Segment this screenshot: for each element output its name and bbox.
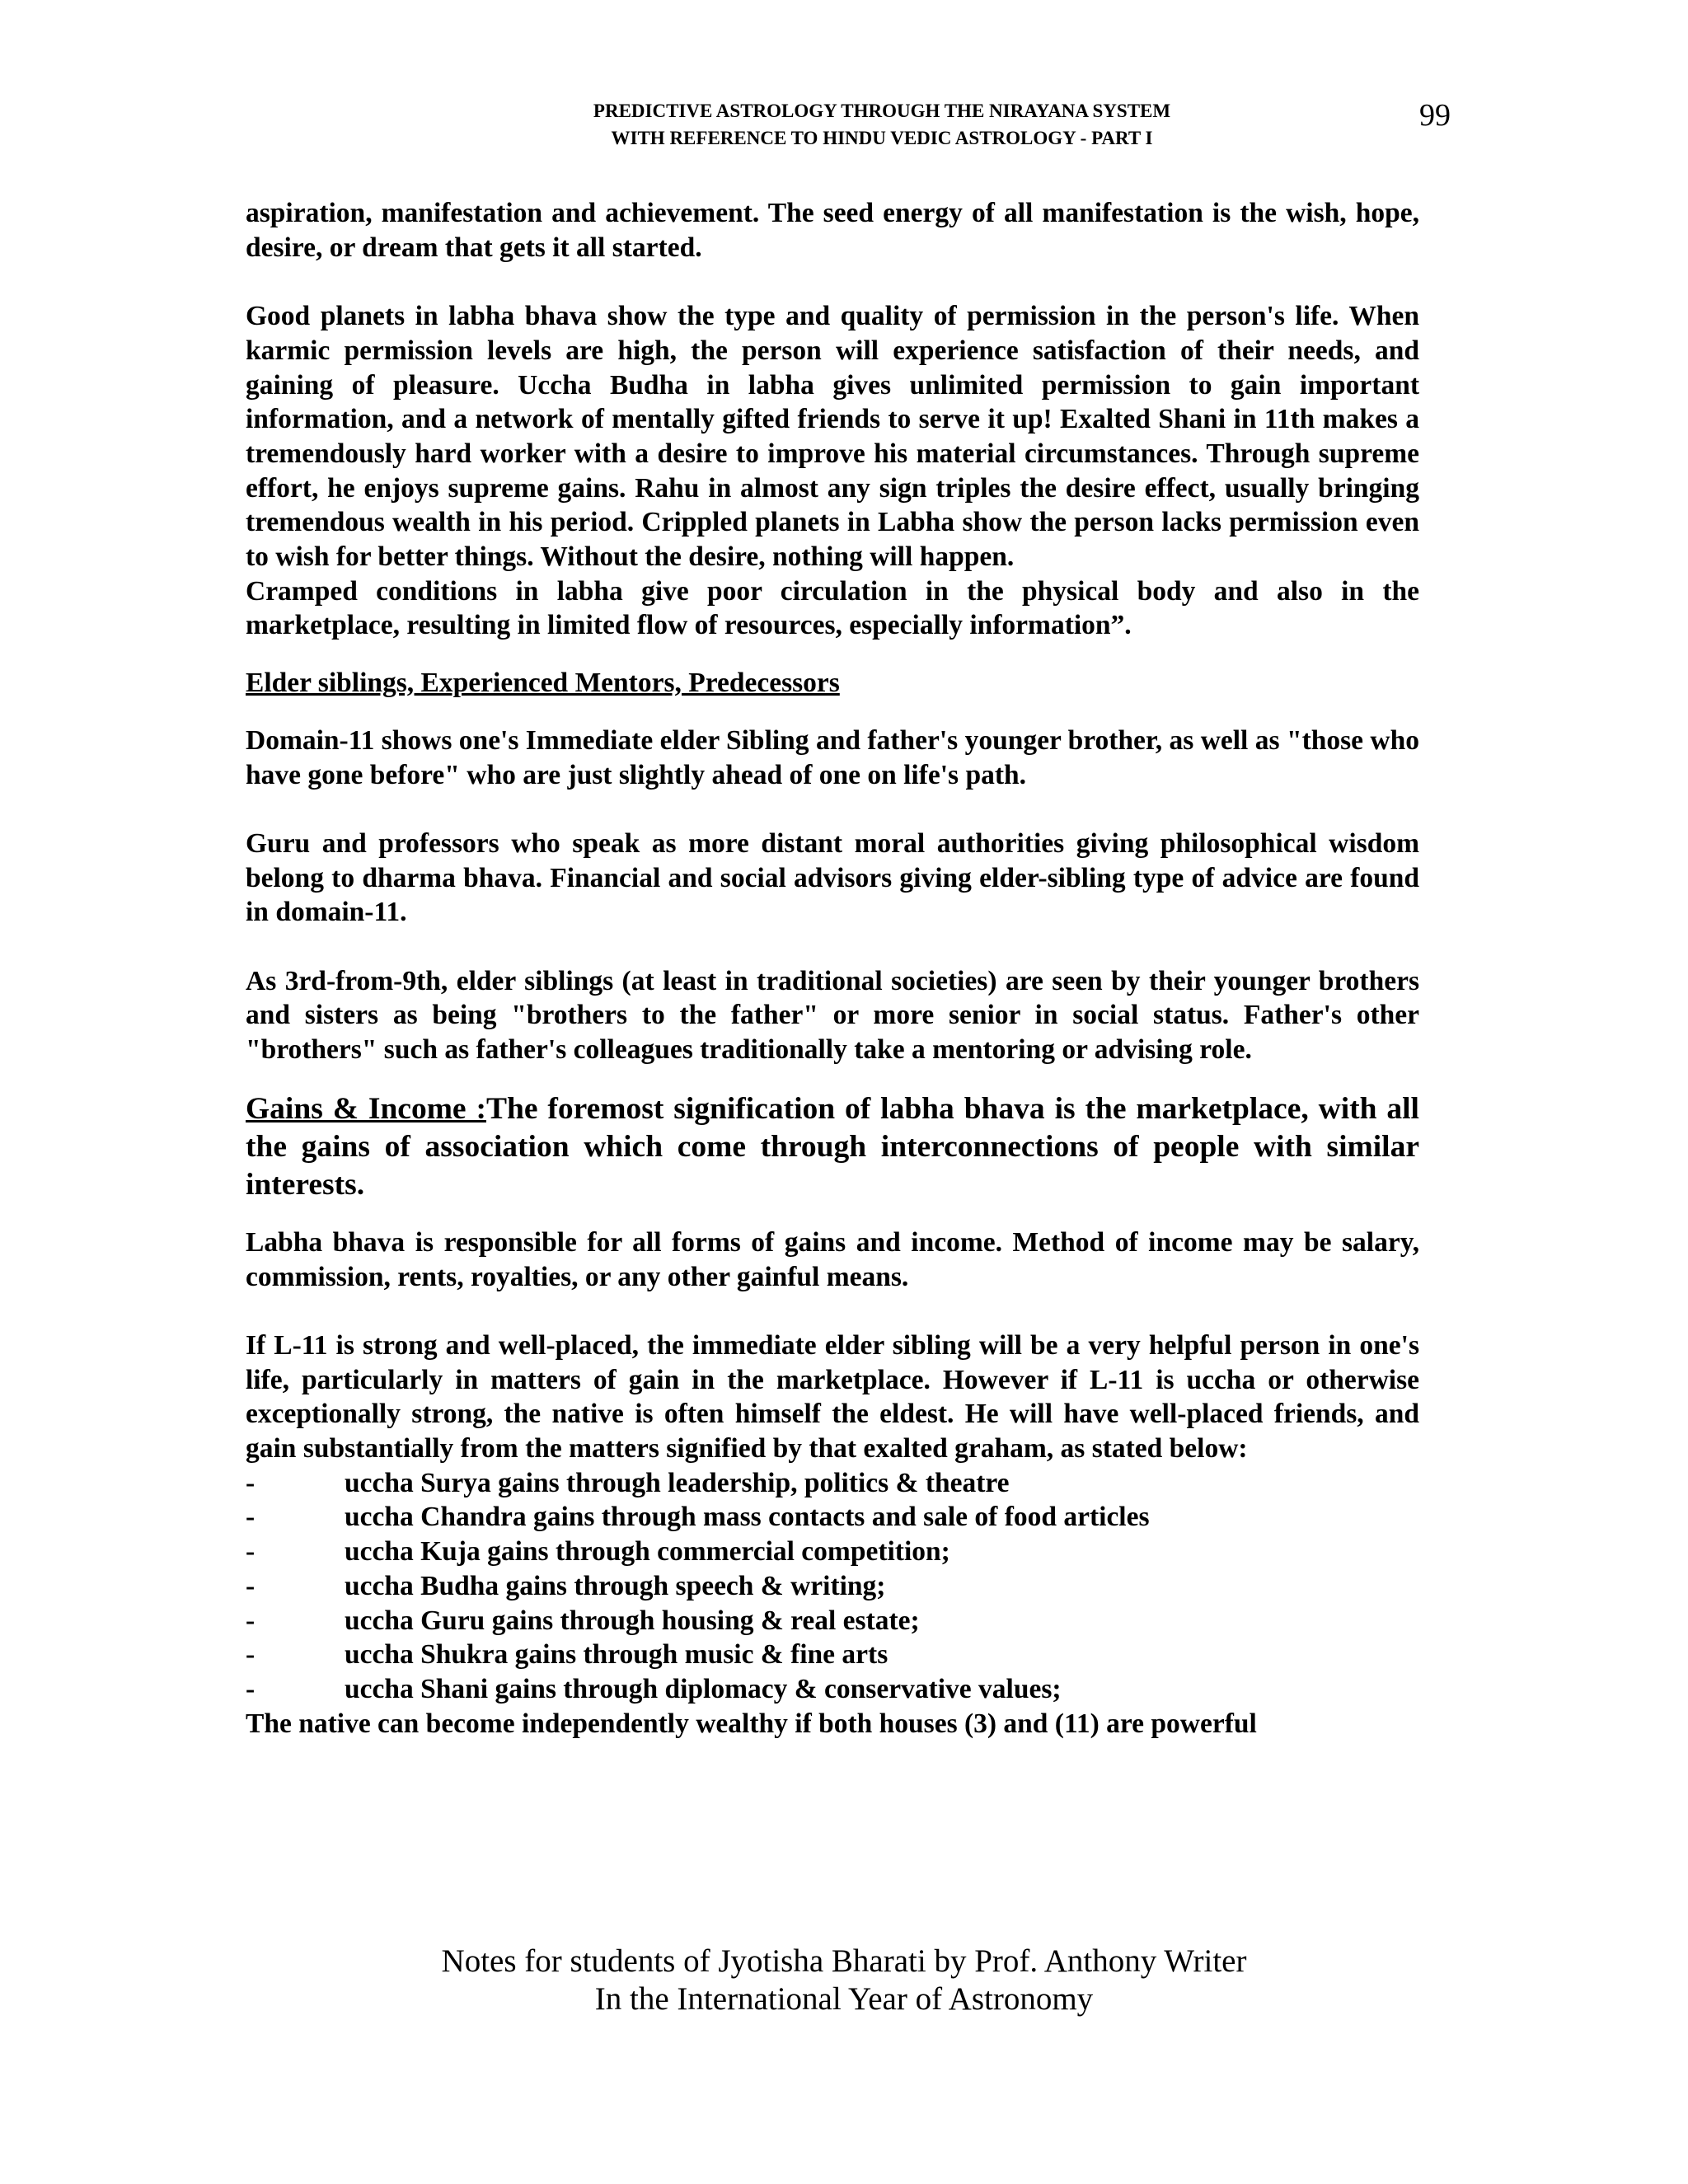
- uccha-gains-list: [246, 1466, 1419, 1707]
- paragraph-domain-11: Domain-11 shows one's Immediate elder Sibling and father's younger brother, as well as "those who have gone before" who are just slightly ahead of one on life's path.: [246, 724, 1419, 790]
- paragraph-guru-professors: Guru and professors who speak as more distant moral authorities giving philosophical wisdom belong to dharma bhava. Financial and social advisors giving elder-sibling type of advice are found in domain-11.: [246, 827, 1419, 928]
- paragraph-cramped: Cramped conditions in labha give poor circulation in the physical body and also in the marketplace, resulting in limited flow of resources, especially information”.: [246, 575, 1419, 641]
- list-item: - uccha Shani gains through diplomacy & conservative values;: [246, 1673, 1062, 1704]
- paragraph-good-planets: Good planets in labha bhava show the type and quality of permission in the person's life. When karmic permission levels are high, the person will experience satisfaction of their needs, and gaining of pleasure. Uccha Budha in labha gives unlimited permission to gain important information, and a network of mentally gifted friends to serve it up! Exalted Shani in 11th makes a tremendously hard worker with a desire to improve his material circumstances. Through supreme effort, he enjoys supreme gains. Rahu in almost any sign triples the desire effect, usually bringing tremendous wealth in his period. Crippled planets in Labha show the person lacks permission even to wish for better things. Without the desire, nothing will happen.: [246, 301, 1419, 573]
- footer-line-1: Notes for students of Jyotisha Bharati by Prof. Anthony Writer: [441, 1943, 1247, 1979]
- running-header: [330, 97, 1434, 152]
- list-item: - uccha Shukra gains through music & fine arts: [246, 1639, 889, 1671]
- list-item: - uccha Kuja gains through commercial competition;: [246, 1536, 950, 1568]
- footer-line-2: In the International Year of Astronomy: [594, 1981, 1094, 2017]
- paragraph-third-from-ninth: As 3rd-from-9th, elder siblings (at least in traditional societies) are seen by their younger brothers and sisters as being "brothers to the father" or more senior in social status. Father's other "brothers" such as father's colleagues traditionally take a mentoring or advising role.: [246, 965, 1419, 1066]
- list-item: - uccha Guru gains through housing & real estate;: [246, 1605, 920, 1636]
- list-item: - uccha Surya gains through leadership, politics & theatre: [246, 1467, 1010, 1498]
- header-line-2: WITH REFERENCE TO HINDU VEDIC ASTROLOGY - PART I: [611, 128, 1153, 148]
- body-text: [246, 196, 1419, 1741]
- heading-gains-income: Gains & Income :: [246, 1091, 486, 1126]
- paragraph-independently-wealthy: The native can become independently wealthy if both houses (3) and (11) are powerful: [246, 1708, 1257, 1739]
- page-number: 99: [1419, 98, 1451, 133]
- list-item: - uccha Chandra gains through mass contacts and sale of food articles: [246, 1502, 1150, 1533]
- list-item: - uccha Budha gains through speech & writing;: [246, 1570, 886, 1601]
- gains-income-text: The foremost signification of labha bhava is the marketplace, with all the gains of association which come through interconnections of people with similar interests.: [246, 1091, 1419, 1202]
- header-line-1: PREDICTIVE ASTROLOGY THROUGH THE NIRAYANA SYSTEM: [593, 101, 1171, 121]
- page-footer: [0, 1943, 1688, 2018]
- paragraph-aspiration: aspiration, manifestation and achievement. The seed energy of all manifestation is the wish, hope, desire, or dream that gets it all started.: [246, 198, 1419, 263]
- paragraph-gains-income: [246, 1090, 1419, 1204]
- paragraph-labha-bhava: Labha bhava is responsible for all forms of gains and income. Method of income may be salary, commission, rents, royalties, or any other gainful means.: [246, 1226, 1419, 1292]
- heading-elder-siblings: Elder siblings, Experienced Mentors, Predecessors: [246, 668, 840, 699]
- paragraph-l11-strong: If L-11 is strong and well-placed, the immediate elder sibling will be a very helpful person in one's life, particularly in matters of gain in the marketplace. However if L-11 is uccha or otherwise exceptionally strong, the native is often himself the eldest. He will have well-placed friends, and gain substantially from the matters signified by that exalted graham, as stated below:: [246, 1329, 1419, 1465]
